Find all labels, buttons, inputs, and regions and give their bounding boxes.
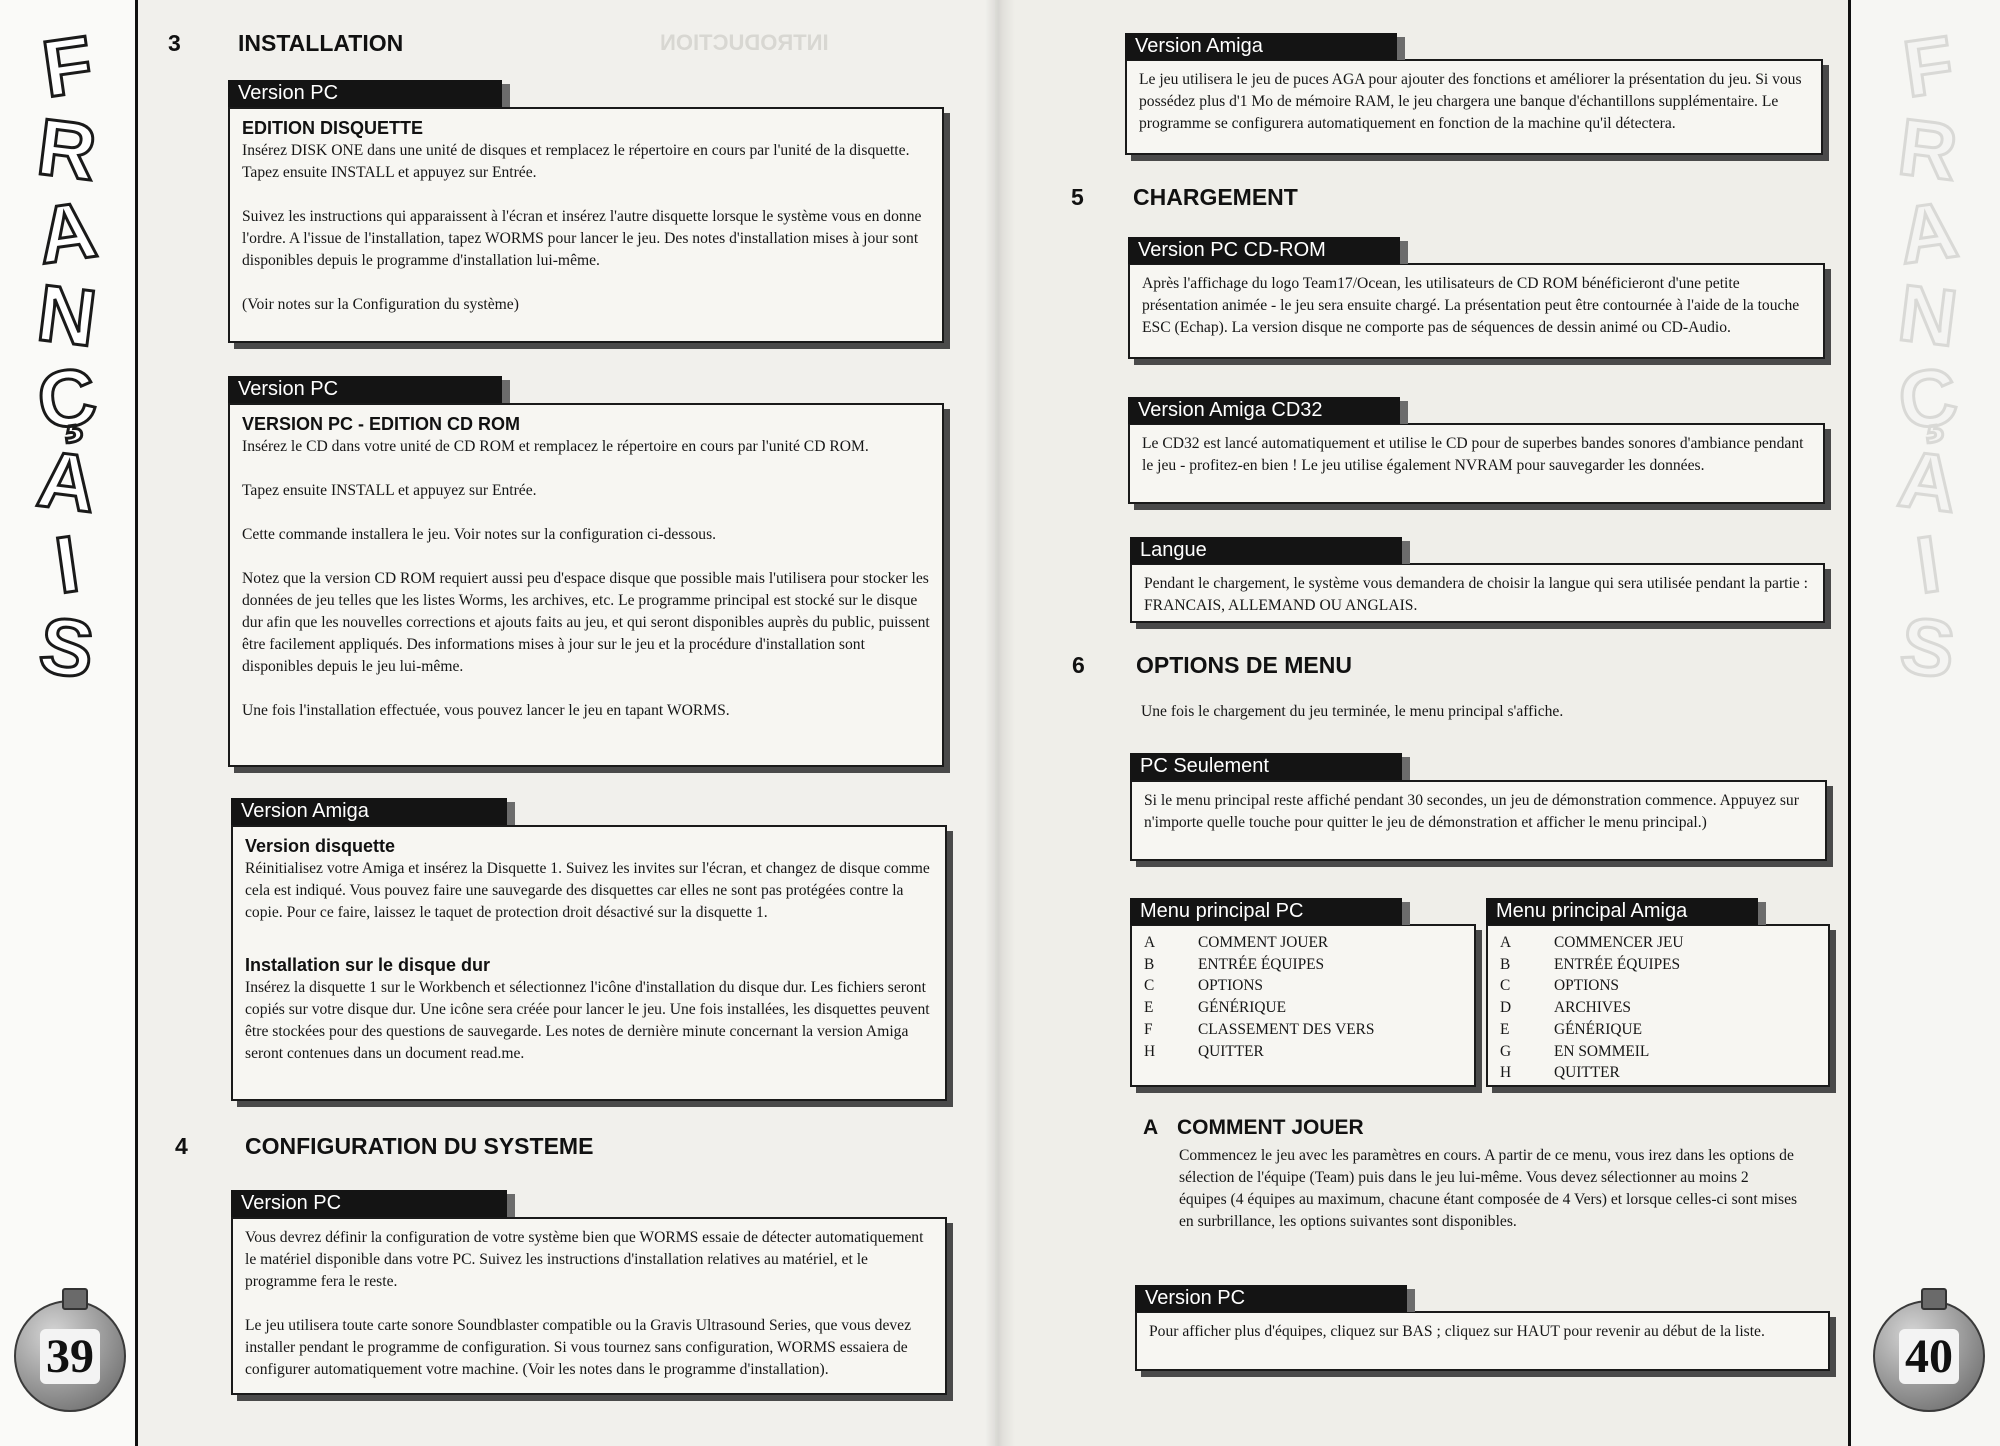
side-strip-left: [0, 0, 138, 1446]
comment-jouer-text: Commencez le jeu avec les paramètres en cours. A partir de ce menu, vous irez dans les options de sélection de l'équipe (Team) puis dans le jeu lui-même. Vous devez sélectionner au moins 2 équipes (4 équipes au maximum, chacune étant composée de 4 Vers) et lorsque celles-ci sont mises en surbrillance, les options suivantes sont disponibles.: [1179, 1147, 1798, 1230]
menu-key: H: [1144, 1042, 1156, 1060]
box-tab-label: Version PC CD-ROM: [1128, 237, 1400, 264]
box-tab-label: Version PC: [1135, 1285, 1407, 1312]
side-title-letter: F: [1897, 19, 1959, 114]
page-number: 40: [1899, 1329, 1959, 1384]
subsection-letter: A: [1143, 1116, 1159, 1139]
menu-key: C: [1500, 977, 1511, 995]
box-paragraph: Vous devrez définir la configuration de votre système bien que WORMS essaie de détecter automatiquement le matériel disponible dans votre PC. Suivez les instructions d'installation relatives au matériel, et le programme fera le reste.: [245, 1229, 924, 1290]
menu-item-label: OPTIONS: [1198, 977, 1263, 995]
side-title-letter: N: [1893, 267, 1963, 364]
section-heading-configuration: [175, 1133, 593, 1160]
menu-item-label: GÉNÉRIQUE: [1198, 999, 1287, 1017]
box-tab-label: Version Amiga CD32: [1128, 397, 1400, 424]
info-box-pc-cdrom-loading: [1128, 263, 1825, 359]
side-title-letter: A: [32, 184, 102, 281]
side-title-letter: N: [32, 267, 102, 364]
menu-key: F: [1144, 1020, 1153, 1038]
section-number: 6: [1072, 652, 1085, 678]
info-box-pc-cdrom: [228, 403, 944, 767]
menu-item-label: ARCHIVES: [1554, 999, 1631, 1017]
grenade-page-number-icon: [14, 1300, 126, 1412]
menu-item-label: QUITTER: [1554, 1064, 1620, 1082]
menu-table-title: Menu principal Amiga: [1486, 898, 1758, 925]
box-paragraph: Suivez les instructions qui apparaissent à l'écran et insérez l'autre disquette lorsque le système vous en donne l'ordre. A l'issue de l'installation, tapez WORMS pour lancer le jeu. Des notes d'installation mises à jour sont disponibles depuis le programme d'installation lui-même.: [242, 208, 922, 269]
info-box-amiga-cd32: [1128, 423, 1825, 504]
menu-item-label: EN SOMMEIL: [1554, 1042, 1650, 1060]
menu-table-pc: [1130, 924, 1476, 1087]
box-paragraph: Le CD32 est lancé automatiquement et utilise le CD pour de superbes bandes sonores d'ambiance pendant le jeu - profitez-en bien ! Le jeu utilise également NVRAM pour sauvegarder les données.: [1142, 435, 1804, 474]
side-title-letter: R: [32, 101, 102, 198]
section-heading-options-de-menu: [1072, 652, 1352, 679]
side-title-letter: A: [32, 433, 102, 530]
menu-item-label: OPTIONS: [1554, 977, 1619, 995]
menu-key: D: [1500, 999, 1512, 1017]
box-paragraph: Le jeu utilisera le jeu de puces AGA pour ajouter des fonctions et améliorer la présentation du jeu. Si vous possédez plus d'1 Mo de mémoire RAM, le jeu chargera une banque d'échantillons supplémentaire. Le programme se configurera automatiquement en fonction de la machine qu'il détectera.: [1139, 71, 1802, 132]
section-title: CONFIGURATION DU SYSTEME: [245, 1133, 594, 1159]
box-paragraph: Tapez ensuite INSTALL et appuyez sur Entrée.: [242, 482, 537, 499]
side-title-letter: A: [1893, 184, 1963, 281]
box-subheading: Installation sur le disque dur: [245, 955, 491, 975]
info-box-amiga: [231, 825, 947, 1101]
info-box-pc-seulement: [1130, 780, 1827, 861]
menu-key: E: [1500, 1020, 1510, 1038]
box-paragraph: Après l'affichage du logo Team17/Ocean, les utilisateurs de CD ROM bénéficieront d'une petite présentation animée - le jeu sera ensuite chargé. La présentation peut être contournée à l'aide de la touche ESC (Echap). La version disque ne comporte pas de séquences de dessin animé ou CD-Audio.: [1142, 275, 1800, 336]
box-heading: VERSION PC - EDITION CD ROM: [242, 414, 521, 434]
left-page: [0, 0, 995, 1446]
menu-table-title: Menu principal PC: [1130, 898, 1402, 925]
box-tab-label: Version PC: [228, 376, 502, 403]
box-tab-label: Version Amiga: [231, 798, 507, 825]
info-box-pc-disquette: [228, 107, 944, 343]
side-title-francais: [12, 19, 122, 695]
info-box-langue: [1130, 563, 1825, 623]
section-title: INSTALLATION: [238, 30, 404, 56]
side-strip-right: [1848, 0, 2000, 1446]
side-title-francais-faded: [1873, 19, 1983, 695]
side-title-letter: F: [36, 19, 98, 114]
menu-key: G: [1500, 1042, 1512, 1060]
side-title-letter: R: [1893, 101, 1963, 198]
box-tab-label: Langue: [1130, 537, 1402, 564]
menu-intro-text: Une fois le chargement du jeu terminée, le menu principal s'affiche.: [1141, 703, 1564, 720]
box-tab-label: Version PC: [228, 80, 502, 107]
menu-table-amiga: [1486, 924, 1830, 1087]
box-paragraph: Une fois l'installation effectuée, vous pouvez lancer le jeu en tapant WORMS.: [242, 702, 730, 719]
section-number: 4: [175, 1133, 188, 1159]
show-through-decoration: INTRODUCTION: [660, 30, 829, 55]
menu-item-label: ENTRÉE ÉQUIPES: [1198, 955, 1325, 973]
menu-key: A: [1500, 934, 1512, 951]
info-box-pc-teams: [1135, 1311, 1830, 1371]
box-paragraph: Réinitialisez votre Amiga et insérez la Disquette 1. Suivez les invites sur l'écran, et changez de disque comme cela est indiqué. Vous pouvez faire une sauvegarde des disquettes car elles ne sont pas protégées contre la copie. Pour ce faire, laissez le taquet de protection droit désactivé sur la disquette 1.: [245, 860, 930, 921]
menu-key: H: [1500, 1064, 1512, 1082]
side-title-letter: Ç: [1893, 350, 1963, 447]
menu-key: B: [1144, 955, 1155, 973]
box-tab-label: PC Seulement: [1130, 753, 1402, 780]
side-title-letter: A: [1893, 433, 1963, 530]
box-paragraph: Insérez le CD dans votre unité de CD ROM et remplacez le répertoire en cours par l'unité CD ROM.: [242, 438, 869, 455]
side-title-letter: S: [35, 600, 99, 695]
box-paragraph: Si le menu principal reste affiché pendant 30 secondes, un jeu de démonstration commence. Appuyez sur n'importe quelle touche pour quitter le jeu de démonstration et afficher le menu principal.): [1144, 792, 1799, 831]
box-paragraph: Insérez DISK ONE dans une unité de disques et remplacez le répertoire en cours par l'unité de la disquette. Tapez ensuite INSTALL et appuyez sur Entrée.: [242, 142, 910, 181]
page-number: 39: [40, 1329, 100, 1384]
box-paragraph: Insérez la disquette 1 sur le Workbench et sélectionnez l'icône d'installation du disque dur. Les fichiers seront copiés sur votre disque dur. Une icône sera créée pour lancer le jeu. Une fois installées, les disquettes peuvent être stockées pour des questions de sauvegarde. Les notes de dernière minute concernant la version Amiga seront contenues dans un document read.me.: [245, 979, 930, 1062]
menu-key: A: [1144, 934, 1156, 951]
section-heading-chargement: [1071, 184, 1298, 211]
menu-item-label: COMMENT JOUER: [1198, 934, 1329, 951]
grenade-page-number-icon: [1873, 1300, 1985, 1412]
menu-item-label: ENTRÉE ÉQUIPES: [1554, 955, 1681, 973]
box-heading: Version disquette: [245, 836, 396, 856]
menu-item-label: COMMENCER JEU: [1554, 934, 1684, 951]
box-paragraph: Pour afficher plus d'équipes, cliquez sur BAS ; cliquez sur HAUT pour revenir au début de la liste.: [1149, 1323, 1765, 1340]
subsection-heading-comment-jouer: [1143, 1116, 1364, 1140]
box-paragraph: Notez que la version CD ROM requiert aussi peu d'espace disque que possible mais l'utilisera pour stocker les données de jeu telles que les listes Worms, les archives, etc. Le programme principal est stocké sur le disque dur afin que les nouvelles corrections et ajouts faits au jeu, et qui seront disponibles auprès du public, puissent être facilement appliqués. Des informations mises à jour sur le jeu et la procédure d'installation sont disponibles depuis le jeu lui-même.: [242, 570, 930, 675]
section-title: CHARGEMENT: [1133, 184, 1298, 210]
section-heading-installation: [168, 30, 403, 57]
box-tab-label: Version Amiga: [1125, 33, 1397, 60]
section-number: 5: [1071, 184, 1084, 210]
menu-key: B: [1500, 955, 1511, 973]
right-page: [995, 0, 2000, 1446]
section-title: OPTIONS DE MENU: [1136, 652, 1352, 678]
menu-key: C: [1144, 977, 1155, 995]
section-number: 3: [168, 30, 181, 56]
info-box-amiga-aga: [1125, 59, 1823, 155]
menu-key: E: [1144, 999, 1154, 1017]
box-heading: EDITION DISQUETTE: [242, 118, 424, 138]
side-title-letter: Ç: [32, 350, 102, 447]
side-title-letter: I: [49, 518, 85, 611]
box-paragraph: Le jeu utilisera toute carte sonore Soundblaster compatible ou la Gravis Ultrasound Series, que vous devez installer pendant le programme de configuration. Si vous tournez sans configuration, WORMS essaiera de configurer automatiquement votre machine. (Voir les notes dans le programme d'installation).: [245, 1317, 912, 1378]
box-paragraph: Pendant le chargement, le système vous demandera de choisir la langue qui sera utilisée pendant la partie : FRANCAIS, ALLEMAND OU ANGLAIS.: [1144, 575, 1808, 614]
box-paragraph: (Voir notes sur la Configuration du système): [242, 296, 519, 313]
menu-item-label: QUITTER: [1198, 1042, 1264, 1060]
box-paragraph: Cette commande installera le jeu. Voir notes sur la configuration ci-dessous.: [242, 526, 717, 543]
side-title-letter: S: [1896, 600, 1960, 695]
book-gutter: [985, 0, 1015, 1446]
subsection-title: COMMENT JOUER: [1177, 1116, 1364, 1139]
side-title-letter: I: [1910, 518, 1946, 611]
info-box-pc-configuration: [231, 1217, 947, 1395]
box-tab-label: Version PC: [231, 1190, 507, 1217]
menu-item-label: CLASSEMENT DES VERS: [1198, 1020, 1375, 1038]
menu-item-label: GÉNÉRIQUE: [1554, 1020, 1643, 1038]
